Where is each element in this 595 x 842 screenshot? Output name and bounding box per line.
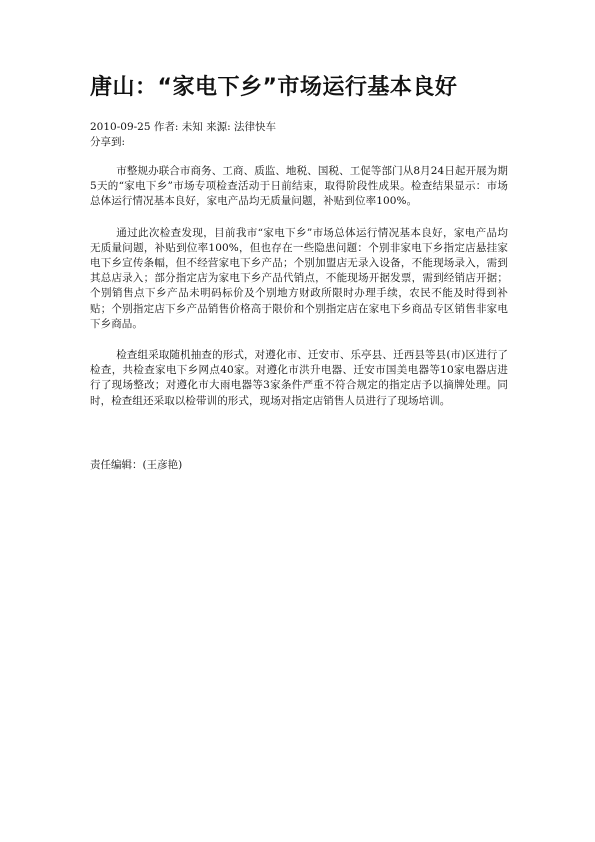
- article-meta: 2010-09-25 作者: 未知 来源: 法律快车: [90, 121, 276, 133]
- paragraph: 检查组采取随机抽查的形式，对遵化市、迁安市、乐亭县、迁西县等县(市)区进行了检查，共检查家电下乡网点40家。对遵化市洪升电器、迁安市国美电器等10家电器店进行了现场整改；对遵化市大雨电器等3家条件严重不符合规定的指定店予以摘牌处理。同时，检查组还采取以检带训的形式，现场对指定店销售人员进行了现场培训。: [90, 349, 508, 407]
- share-label: 分享到:: [90, 136, 126, 148]
- paragraph: 市整规办联合市商务、工商、质监、地税、国税、工促等部门从8月24日起开展为期5天的“家电下乡”市场专项检查活动于日前结束，取得阶段性成果。检查结果显示：市场总体运行情况基本良好，家电产品均无质量问题，补贴到位率100%。: [90, 165, 508, 208]
- article-body: [90, 164, 508, 425]
- page-title: 唐山：“家电下乡”市场运行基本良好: [90, 75, 458, 100]
- paragraph: 通过此次检查发现，目前我市“家电下乡”市场总体运行情况基本良好，家电产品均无质量问题，补贴到位率100%，但也存在一些隐患问题：个别非家电下乡指定店悬挂家电下乡宣传条幅，但不经营家电下乡产品；个别加盟店无录入设备，不能现场录入，需到其总店录入；部分指定店为家电下乡产品代销点，不能现场开据发票，需到经销店开据；个别销售点下乡产品未明码标价及个别地方财政所限时办理手续，农民不能及时得到补贴；个别指定店下乡产品销售价格高于限价和个别指定店在家电下乡商品专区销售非家电下乡商品。: [90, 226, 508, 330]
- responsible-editor: 责任编辑：(王彦艳): [90, 459, 183, 471]
